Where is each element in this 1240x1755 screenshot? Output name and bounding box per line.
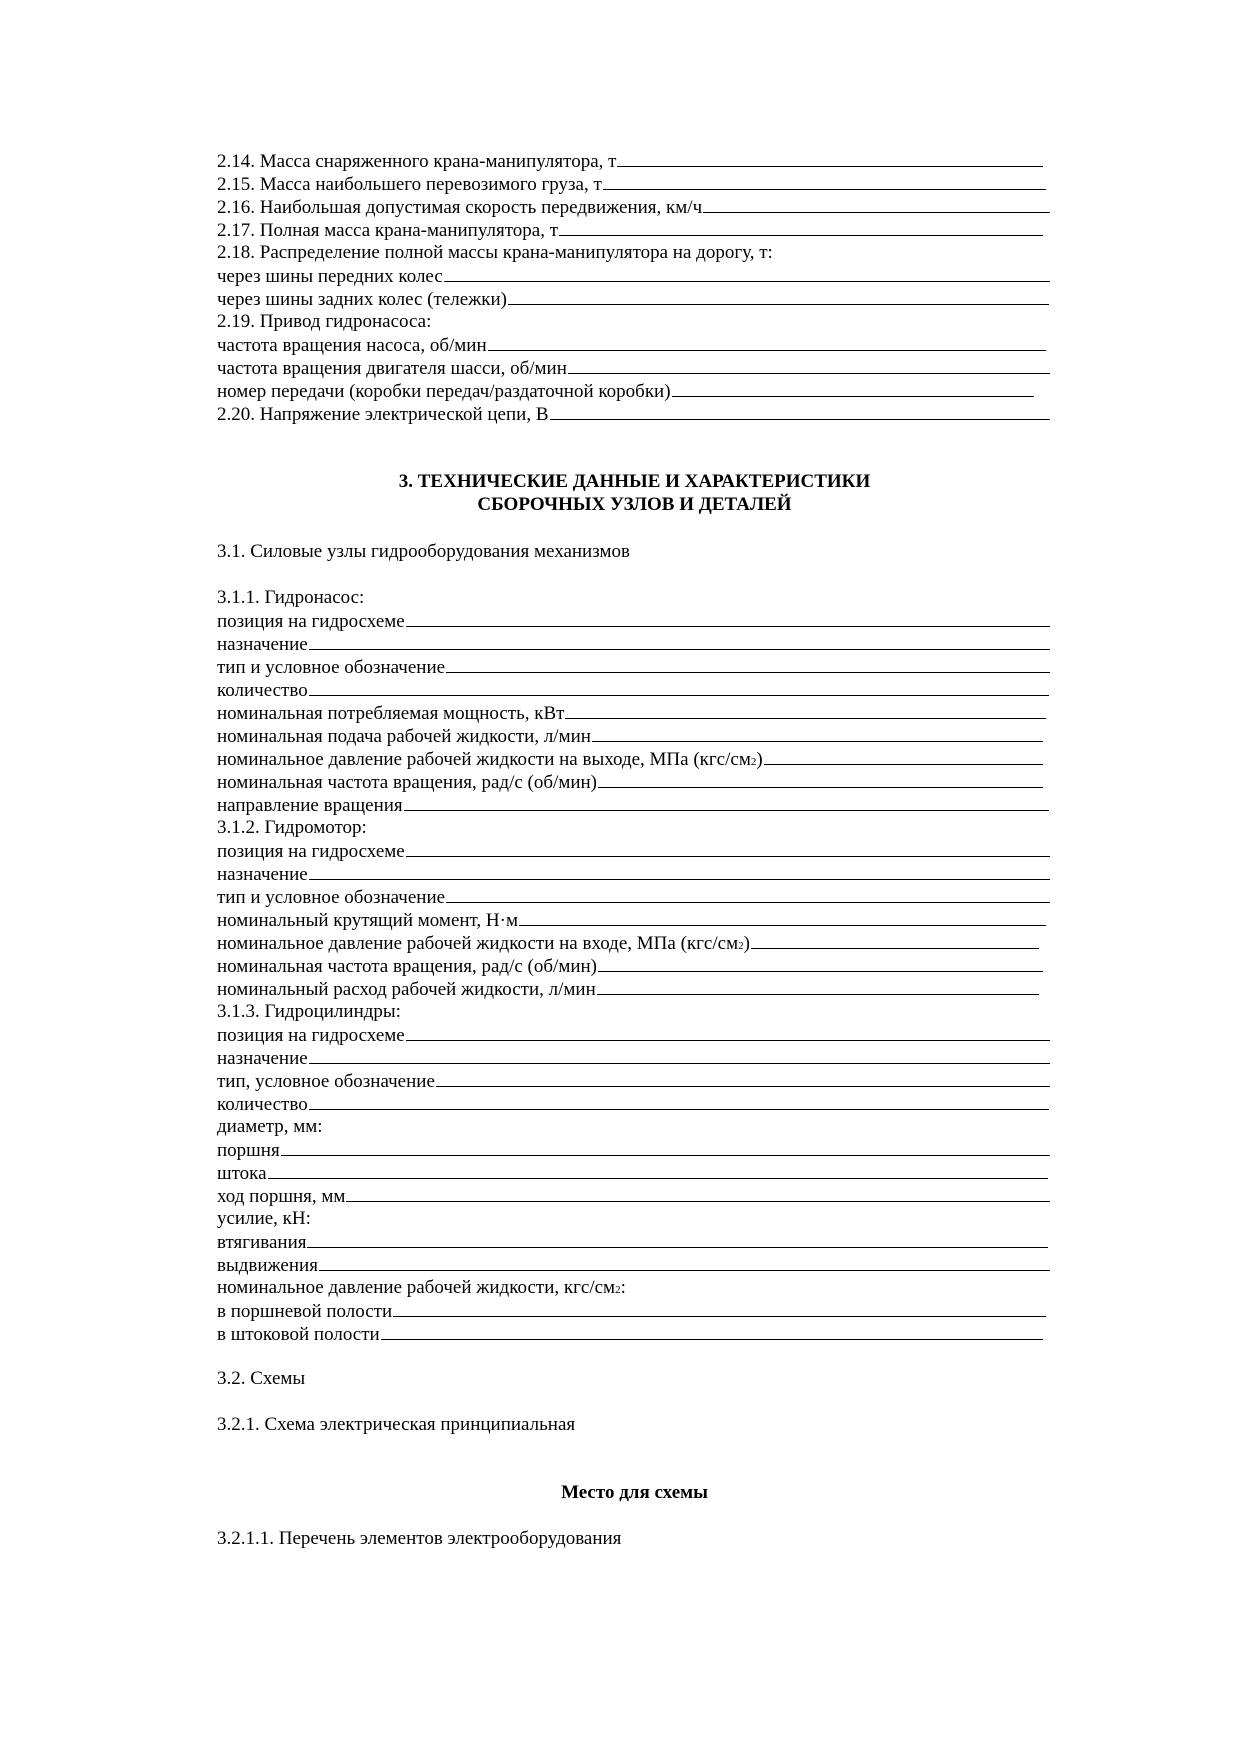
blank-fill-line[interactable] — [444, 264, 1050, 282]
field-label: в штоковой полости — [217, 1324, 380, 1345]
blank-fill-line[interactable] — [309, 632, 1050, 650]
schematic-placeholder-label: Место для схемы — [561, 1482, 708, 1503]
blank-fill-line[interactable] — [406, 1023, 1050, 1041]
section-3-title — [217, 470, 1052, 516]
field-label: назначение — [217, 864, 308, 885]
blank-fill-line[interactable] — [309, 1092, 1049, 1110]
blank-fill-line[interactable] — [381, 1322, 1043, 1340]
form-field-row — [217, 1161, 1048, 1184]
blank-fill-line[interactable] — [592, 724, 1043, 742]
form-subheading — [217, 310, 1052, 333]
form-field-row — [217, 1092, 1049, 1115]
subsection-3-2-1-heading: 3.2.1. Схема электрическая принципиальная — [217, 1414, 576, 1435]
field-label: номинальное давление рабочей жидкости на выходе, МПа (кгс/см — [217, 749, 751, 770]
field-label: 3.1.1. Гидронасос: — [217, 587, 365, 608]
form-field-row — [217, 195, 1050, 218]
form-field-row — [217, 379, 1034, 402]
blank-fill-line[interactable] — [603, 172, 1046, 190]
blank-fill-line[interactable] — [406, 609, 1050, 627]
form-field-row — [217, 172, 1046, 195]
form-subheading — [217, 1000, 1052, 1023]
form-field-row — [217, 1299, 1046, 1322]
blank-fill-line[interactable] — [508, 287, 1049, 305]
blank-fill-line[interactable] — [764, 747, 1043, 765]
field-label: ход поршня, мм — [217, 1186, 346, 1207]
blank-fill-line[interactable] — [550, 402, 1051, 420]
form-field-row — [217, 1184, 1050, 1207]
form-field-row — [217, 1322, 1043, 1345]
field-label: тип, условное обозначение — [217, 1071, 435, 1092]
blank-fill-line[interactable] — [598, 770, 1043, 788]
field-label: номинальное давление рабочей жидкости на входе, МПа (кгс/см — [217, 933, 739, 954]
form-field-row — [217, 862, 1050, 885]
field-label: частота вращения двигателя шасси, об/мин — [217, 358, 567, 379]
field-label: количество — [217, 1094, 308, 1115]
form-subheading: номинальное давление рабочей жидкости, кгс/см 2 : — [217, 1277, 626, 1298]
field-label: 2.18. Распределение полной массы крана-манипулятора на дорогу, т: — [217, 242, 773, 263]
blank-fill-line[interactable] — [307, 1230, 1048, 1248]
form-block-general-data — [217, 149, 1052, 425]
form-field-row — [217, 609, 1050, 632]
field-label: номинальный расход рабочей жидкости, л/мин — [217, 979, 596, 1000]
field-label: номинальная подача рабочей жидкости, л/мин — [217, 726, 591, 747]
form-field-row — [217, 770, 1043, 793]
field-label: тип и условное обозначение — [217, 887, 446, 908]
subsection-3-2-heading: 3.2. Схемы — [217, 1368, 306, 1389]
form-field-row — [217, 1230, 1048, 1253]
blank-fill-line[interactable] — [672, 379, 1034, 397]
field-label: 3.1.3. Гидроцилиндры: — [217, 1001, 401, 1022]
form-field-row — [217, 218, 1043, 241]
form-field-row — [217, 655, 1050, 678]
field-label-suffix: : — [620, 1277, 626, 1298]
field-label: позиция на гидросхеме — [217, 1025, 405, 1046]
form-field-row — [217, 701, 1046, 724]
form-field-row — [217, 1046, 1050, 1069]
blank-fill-line[interactable] — [565, 701, 1046, 719]
blank-fill-line[interactable] — [446, 885, 1050, 903]
field-label: 2.20. Напряжение электрической цепи, В — [217, 404, 549, 425]
field-label: через шины передних колес — [217, 266, 443, 287]
subsection-3-1-heading: 3.1. Силовые узлы гидрооборудования механизмов — [217, 541, 630, 562]
form-field-row — [217, 724, 1043, 747]
field-label: позиция на гидросхеме — [217, 841, 405, 862]
form-field-row — [217, 954, 1043, 977]
form-field-row: номинальное давление рабочей жидкости на входе, МПа (кгс/см 2 ) — [217, 931, 1039, 954]
blank-fill-line[interactable] — [598, 954, 1043, 972]
form-field-row — [217, 264, 1050, 287]
blank-fill-line[interactable] — [268, 1161, 1048, 1179]
field-label: 2.16. Наибольшая допустимая скорость передвижения, км/ч — [217, 197, 703, 218]
form-field-row: номинальное давление рабочей жидкости на выходе, МПа (кгс/см 2 ) — [217, 747, 1043, 770]
field-label-suffix: ) — [743, 933, 750, 954]
blank-fill-line[interactable] — [404, 793, 1049, 811]
field-label: позиция на гидросхеме — [217, 611, 405, 632]
field-label: втягивания — [217, 1232, 307, 1253]
blank-fill-line[interactable] — [309, 862, 1050, 880]
field-label: 2.14. Масса снаряженного крана-манипулятора, т — [217, 151, 617, 172]
blank-fill-line[interactable] — [346, 1184, 1050, 1202]
form-field-row — [217, 885, 1050, 908]
field-label: 2.15. Масса наибольшего перевозимого груза, т — [217, 174, 602, 195]
form-field-row — [217, 287, 1049, 310]
form-field-row — [217, 632, 1050, 655]
field-label: штока — [217, 1163, 267, 1184]
field-label: назначение — [217, 634, 308, 655]
field-label: номинальная потребляемая мощность, кВт — [217, 703, 565, 724]
field-label: в поршневой полости — [217, 1301, 393, 1322]
form-field-row — [217, 1253, 1050, 1276]
field-label: диаметр, мм: — [217, 1116, 323, 1137]
field-label: 2.17. Полная масса крана-манипулятора, т — [217, 220, 558, 241]
form-subheading — [217, 1207, 1052, 1230]
field-label: номинальная частота вращения, рад/с (об/мин) — [217, 956, 598, 977]
form-field-row — [217, 402, 1050, 425]
form-subheading — [217, 1115, 1052, 1138]
field-label-suffix: ) — [756, 749, 763, 770]
form-field-row — [217, 333, 1046, 356]
form-field-row — [217, 1138, 1050, 1161]
blank-fill-line[interactable] — [597, 977, 1039, 995]
section-3-title-line-1: 3. ТЕХНИЧЕСКИЕ ДАННЫЕ И ХАРАКТЕРИСТИКИ — [398, 471, 871, 492]
form-field-row — [217, 356, 1050, 379]
field-label: номинальная частота вращения, рад/с (об/мин) — [217, 772, 598, 793]
blank-fill-line[interactable] — [406, 839, 1050, 857]
form-subheading — [217, 816, 1052, 839]
field-label: усилие, кН: — [217, 1208, 311, 1229]
field-label: номинальное давление рабочей жидкости, кгс/см — [217, 1277, 616, 1298]
blank-fill-line[interactable] — [309, 1046, 1050, 1064]
form-field-row — [217, 1023, 1050, 1046]
form-field-row — [217, 977, 1039, 1000]
blank-fill-line[interactable] — [751, 931, 1039, 949]
field-label: номер передачи (коробки передач/раздаточной коробки) — [217, 381, 671, 402]
blank-fill-line[interactable] — [436, 1069, 1050, 1087]
form-subheading — [217, 586, 1052, 609]
subsection-3-2-1-1-heading: 3.2.1.1. Перечень элементов электрооборудования — [217, 1528, 622, 1549]
blank-fill-line[interactable] — [309, 678, 1049, 696]
field-label: выдвижения — [217, 1255, 318, 1276]
form-field-row — [217, 793, 1049, 816]
form-field-row — [217, 908, 1046, 931]
blank-fill-line[interactable] — [281, 1138, 1050, 1156]
form-field-row — [217, 839, 1050, 862]
form-field-row — [217, 149, 1043, 172]
field-label: 2.19. Привод гидронасоса: — [217, 311, 432, 332]
field-label: тип и условное обозначение — [217, 657, 446, 678]
form-subheading — [217, 241, 1052, 264]
form-field-row — [217, 678, 1049, 701]
field-label: 3.1.2. Гидромотор: — [217, 817, 367, 838]
blank-fill-line[interactable] — [703, 195, 1050, 213]
blank-fill-line[interactable] — [568, 356, 1050, 374]
form-field-row — [217, 1069, 1050, 1092]
form-block-hydraulic-units — [217, 586, 1052, 1345]
blank-fill-line[interactable] — [617, 149, 1043, 167]
field-label: назначение — [217, 1048, 308, 1069]
blank-fill-line[interactable] — [446, 655, 1050, 673]
field-label: направление вращения — [217, 795, 403, 816]
field-label: поршня — [217, 1140, 280, 1161]
blank-fill-line[interactable] — [393, 1299, 1046, 1317]
field-label: частота вращения насоса, об/мин — [217, 335, 487, 356]
section-3-title-line-2: СБОРОЧНЫХ УЗЛОВ И ДЕТАЛЕЙ — [477, 494, 792, 515]
field-label: через шины задних колес (тележки) — [217, 289, 508, 310]
blank-fill-line[interactable] — [559, 218, 1043, 236]
blank-fill-line[interactable] — [519, 908, 1046, 926]
field-label: номинальный крутящий момент, Н·м — [217, 910, 518, 931]
field-label: количество — [217, 680, 308, 701]
blank-fill-line[interactable] — [488, 333, 1046, 351]
blank-fill-line[interactable] — [319, 1253, 1050, 1271]
